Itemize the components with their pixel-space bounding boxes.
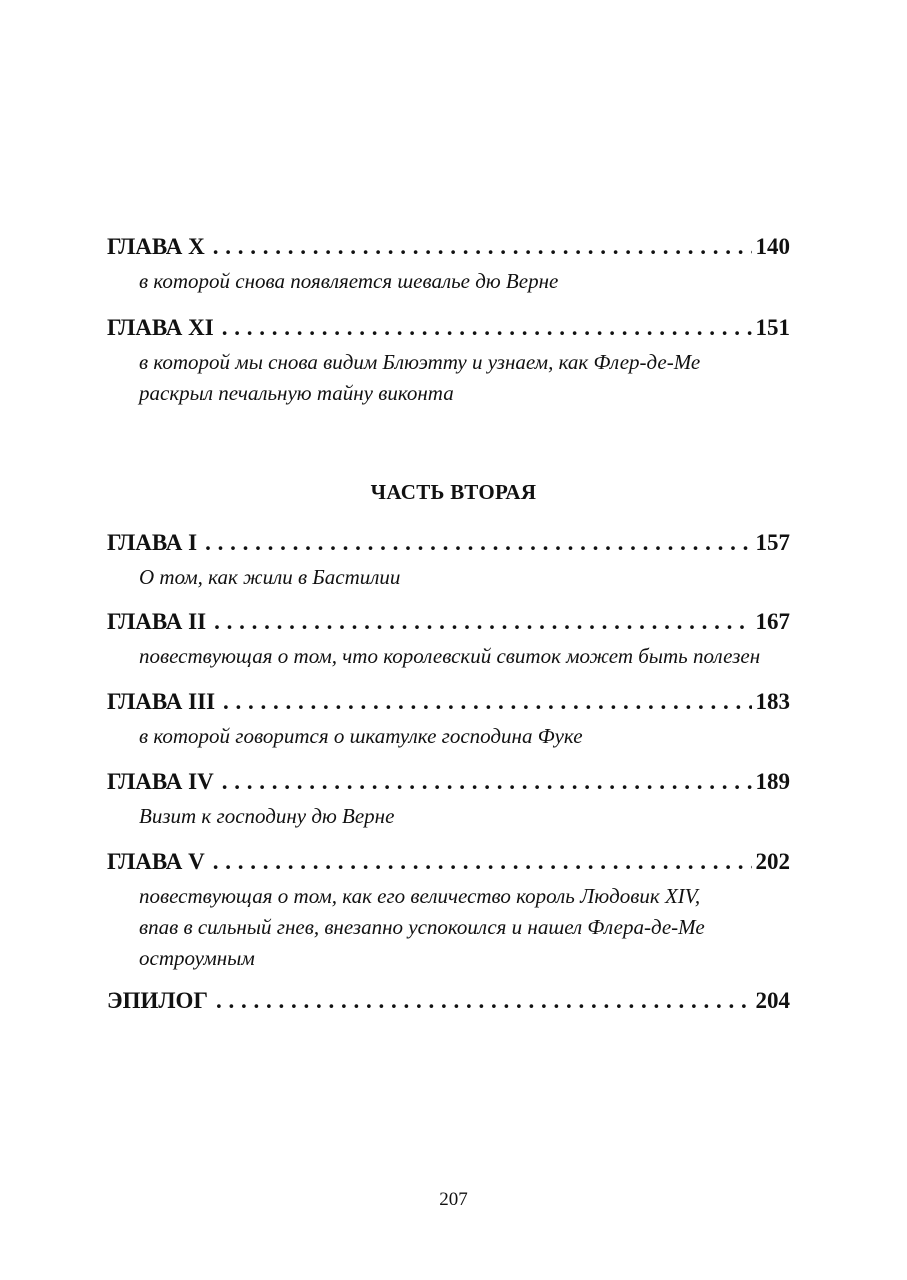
chapter-page-number: 202 bbox=[755, 849, 790, 874]
toc-entry-part2-chapter-2 bbox=[107, 607, 790, 672]
toc-entry-chapter-10 bbox=[107, 232, 790, 297]
toc-entry-part2-chapter-1 bbox=[107, 528, 790, 593]
toc-line bbox=[107, 313, 790, 343]
chapter-title: ГЛАВА V bbox=[107, 849, 205, 874]
toc-line bbox=[107, 687, 790, 717]
toc-line bbox=[107, 232, 790, 262]
dot-leader bbox=[222, 313, 752, 343]
chapter-page-number: 167 bbox=[755, 609, 790, 634]
dot-leader bbox=[213, 847, 752, 877]
chapter-page-number: 140 bbox=[755, 234, 790, 259]
chapter-description bbox=[139, 347, 779, 409]
toc-entry-part2-chapter-3 bbox=[107, 687, 790, 752]
chapter-description: О том, как жили в Бастилии bbox=[139, 565, 401, 589]
toc-entry-part2-chapter-5 bbox=[107, 847, 790, 974]
epilogue-title: ЭПИЛОГ bbox=[107, 988, 209, 1013]
chapter-title: ГЛАВА X bbox=[107, 234, 205, 259]
chapter-description: в которой говорится о шкатулке господина Фуке bbox=[139, 724, 583, 748]
toc-entry-part2-chapter-4 bbox=[107, 767, 790, 832]
toc-line bbox=[107, 607, 790, 637]
chapter-title: ГЛАВА II bbox=[107, 609, 207, 634]
dot-leader bbox=[213, 232, 752, 262]
chapter-description: повествующая о том, что королевский свиток может быть полезен bbox=[139, 644, 761, 668]
toc-entry-epilogue bbox=[107, 986, 790, 1016]
chapter-description bbox=[139, 881, 779, 974]
chapter-page-number: 183 bbox=[755, 689, 790, 714]
dot-leader bbox=[223, 687, 751, 717]
page-number: 207 bbox=[439, 1189, 468, 1210]
dot-leader bbox=[214, 607, 751, 637]
dot-leader bbox=[222, 767, 752, 797]
toc-line bbox=[107, 847, 790, 877]
chapter-page-number: 189 bbox=[755, 769, 790, 794]
chapter-title: ГЛАВА III bbox=[107, 689, 216, 714]
dot-leader bbox=[216, 986, 751, 1016]
chapter-description-line: в которой мы снова видим Блюэтту и узнаем, как Флер-де-Ме bbox=[139, 350, 701, 374]
chapter-page-number: 151 bbox=[755, 315, 790, 340]
chapter-description: Визит к господину дю Верне bbox=[139, 804, 395, 828]
chapter-title: ГЛАВА XI bbox=[107, 315, 214, 340]
toc-line bbox=[107, 767, 790, 797]
chapter-description: в которой снова появляется шевалье дю Верне bbox=[139, 269, 559, 293]
chapter-description-line: раскрыл печальную тайну виконта bbox=[139, 381, 454, 405]
epilogue-page-number: 204 bbox=[755, 988, 790, 1013]
toc-entry-chapter-11 bbox=[107, 313, 790, 409]
toc-line bbox=[107, 986, 790, 1016]
dot-leader bbox=[205, 528, 751, 558]
chapter-description-line: впав в сильный гнев, внезапно успокоился и нашел Флера-де-Ме bbox=[139, 915, 705, 939]
part-two-heading: ЧАСТЬ ВТОРАЯ bbox=[370, 480, 537, 504]
chapter-description-line: повествующая о том, как его величество король Людовик XIV, bbox=[139, 884, 701, 908]
toc-line bbox=[107, 528, 790, 558]
chapter-description-line: остроумным bbox=[139, 946, 255, 970]
chapter-title: ГЛАВА IV bbox=[107, 769, 214, 794]
chapter-page-number: 157 bbox=[755, 530, 790, 555]
chapter-title: ГЛАВА I bbox=[107, 530, 198, 555]
